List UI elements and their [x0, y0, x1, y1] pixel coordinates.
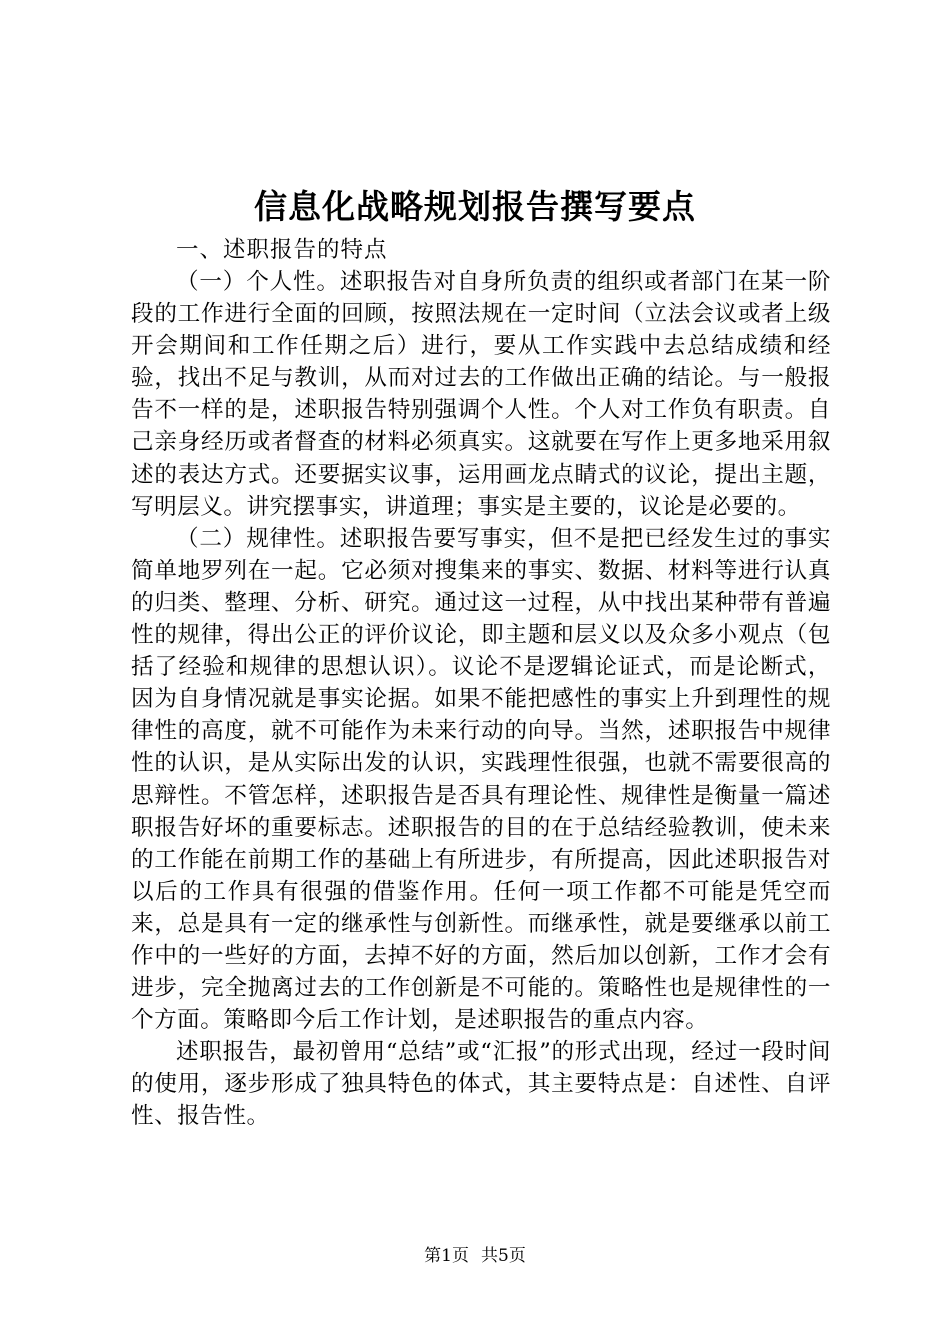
- paragraph-summary: 述职报告，最初曾用“总结”或“汇报”的形式出现，经过一段时间的使用，逐步形成了独具特色的体式，其主要特点是：自述性、自评性、报告性。: [131, 1039, 831, 1130]
- page-total: 共5页: [481, 1246, 526, 1266]
- document-title: 信息化战略规划报告撰写要点: [254, 187, 696, 226]
- page-footer: [0, 1244, 950, 1268]
- paragraph-personal: （一）个人性。述职报告对自身所负责的组织或者部门在某一阶段的工作进行全面的回顾，按照法规在一定时间（立法会议或者上级开会期间和工作任期之后）进行，要从工作实践中去总结成绩和经验，找出不足与教训，从而对过去的工作做出正确的结论。与一般报告不一样的是，述职报告特别强调个人性。个人对工作负有职责。自己亲身经历或者督查的材料必须真实。这就要在写作上更多地采用叙述的表达方式。还要据实议事，运用画龙点睛式的议论，提出主题，写明层义。讲究摆事实，讲道理；事实是主要的，议论是必要的。: [131, 269, 831, 520]
- page-number: 第1页: [424, 1246, 469, 1266]
- section-heading: 一、述职报告的特点: [176, 237, 388, 263]
- document-body: [131, 234, 831, 1133]
- paragraph-regularity: （二）规律性。述职报告要写事实，但不是把已经发生过的事实简单地罗列在一起。它必须对搜集来的事实、数据、材料等进行认真的归类、整理、分析、研究。通过这一过程，从中找出某种带有普遍性的规律，得出公正的评价议论，即主题和层义以及众多小观点（包括了经验和规律的思想认识）。议论不是逻辑论证式，而是论断式，因为自身情况就是事实论据。如果不能把感性的事实上升到理性的规律性的高度，就不可能作为未来行动的向导。当然，述职报告中规律性的认识，是从实际出发的认识，实践理性很强，也就不需要很高的思辩性。不管怎样，述职报告是否具有理论性、规律性是衡量一篇述职报告好坏的重要标志。述职报告的目的在于总结经验教训，使未来的工作能在前期工作的基础上有所进步，有所提高，因此述职报告对以后的工作具有很强的借鉴作用。任何一项工作都不可能是凭空而来，总是具有一定的继承性与创新性。而继承性，就是要继承以前工作中的一些好的方面，去掉不好的方面，然后加以创新，工作才会有进步，完全抛离过去的工作创新是不可能的。策略性也是规律性的一个方面。策略即今后工作计划，是述职报告的重点内容。: [131, 525, 831, 1034]
